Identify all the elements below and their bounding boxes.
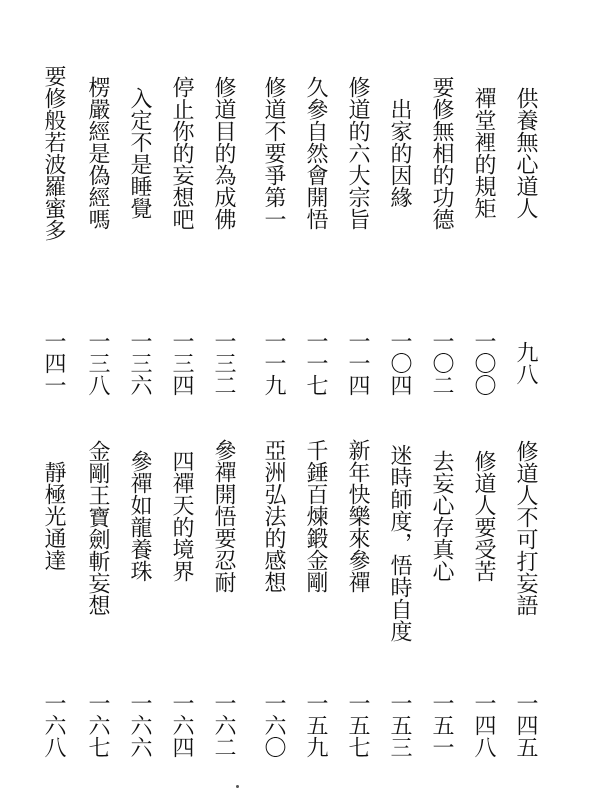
- toc-page-number: 一三二: [211, 330, 236, 396]
- toc-title: 要修般若波羅蜜多: [41, 65, 66, 241]
- toc-title: 四禪天的境界: [169, 449, 194, 582]
- toc-page-number: 一三六: [127, 330, 152, 396]
- toc-title: 禪堂裡的規矩: [471, 86, 496, 219]
- toc-title: 參禪開悟要忍耐: [211, 438, 236, 593]
- toc-title: 久參自然會開悟: [303, 75, 328, 230]
- toc-page-number: 一一九: [261, 330, 286, 396]
- toc-page-number: 一〇四: [387, 330, 412, 396]
- toc-title: 入定不是睡覺: [127, 86, 152, 219]
- toc-page-number: 一一七: [303, 330, 328, 396]
- toc-title: 新年快樂來參禪: [345, 438, 370, 593]
- toc-page-number: 一一四: [345, 330, 370, 396]
- toc-title: 修道的六大宗旨: [345, 75, 370, 230]
- toc-title: 停止你的妄想吧: [169, 75, 194, 230]
- toc-title: 修道不要爭第一: [261, 75, 286, 230]
- toc-page-number: 一三四: [169, 330, 194, 396]
- toc-title: 金剛王寶劍斬妄想: [85, 440, 110, 616]
- toc-title: 供養無心道人: [513, 86, 538, 219]
- toc-page-number: 一六二: [211, 692, 236, 758]
- toc-page-number: 一五七: [345, 692, 370, 758]
- toc-page-number: 一六六: [127, 692, 152, 758]
- toc-page-number: 一四八: [471, 692, 496, 758]
- toc-title: 修道人要受苦: [471, 449, 496, 582]
- toc-page-number: 一六〇: [261, 692, 286, 758]
- toc-title: 去妄心存真心: [429, 449, 454, 582]
- toc-page-number: 一五三: [387, 692, 412, 758]
- toc-page-number: 一六七: [85, 692, 110, 758]
- toc-page-number: 一五一: [429, 692, 454, 758]
- toc-page-number: 一〇〇: [471, 330, 496, 396]
- toc-title: 靜極光通達: [41, 460, 66, 571]
- toc-title: 修道人不可打妄語: [513, 440, 538, 616]
- toc-page-number: 一六四: [169, 692, 194, 758]
- toc-page-number: 一五九: [303, 692, 328, 758]
- toc-page-number: 一四一: [41, 330, 66, 396]
- toc-page-number: 一三八: [85, 330, 110, 396]
- scan-speck: [236, 785, 239, 788]
- toc-title: 要修無相的功德: [429, 75, 454, 230]
- toc-page-number: 一六八: [41, 692, 66, 758]
- toc-title: 出家的因緣: [387, 97, 412, 208]
- toc-page-number: 一〇二: [429, 330, 454, 396]
- toc-title: 修道目的為成佛: [211, 75, 236, 230]
- toc-title: 參禪如龍養珠: [127, 449, 152, 582]
- toc-title: 楞嚴經是偽經嗎: [85, 75, 110, 230]
- toc-title: 亞洲弘法的感想: [261, 438, 286, 593]
- toc-page-number: 九八: [513, 341, 538, 385]
- toc-title: 迷時師度，悟時自度: [387, 444, 412, 642]
- toc-page-number: 一四五: [513, 692, 538, 758]
- toc-title: 千錘百煉鍛金剛: [303, 438, 328, 593]
